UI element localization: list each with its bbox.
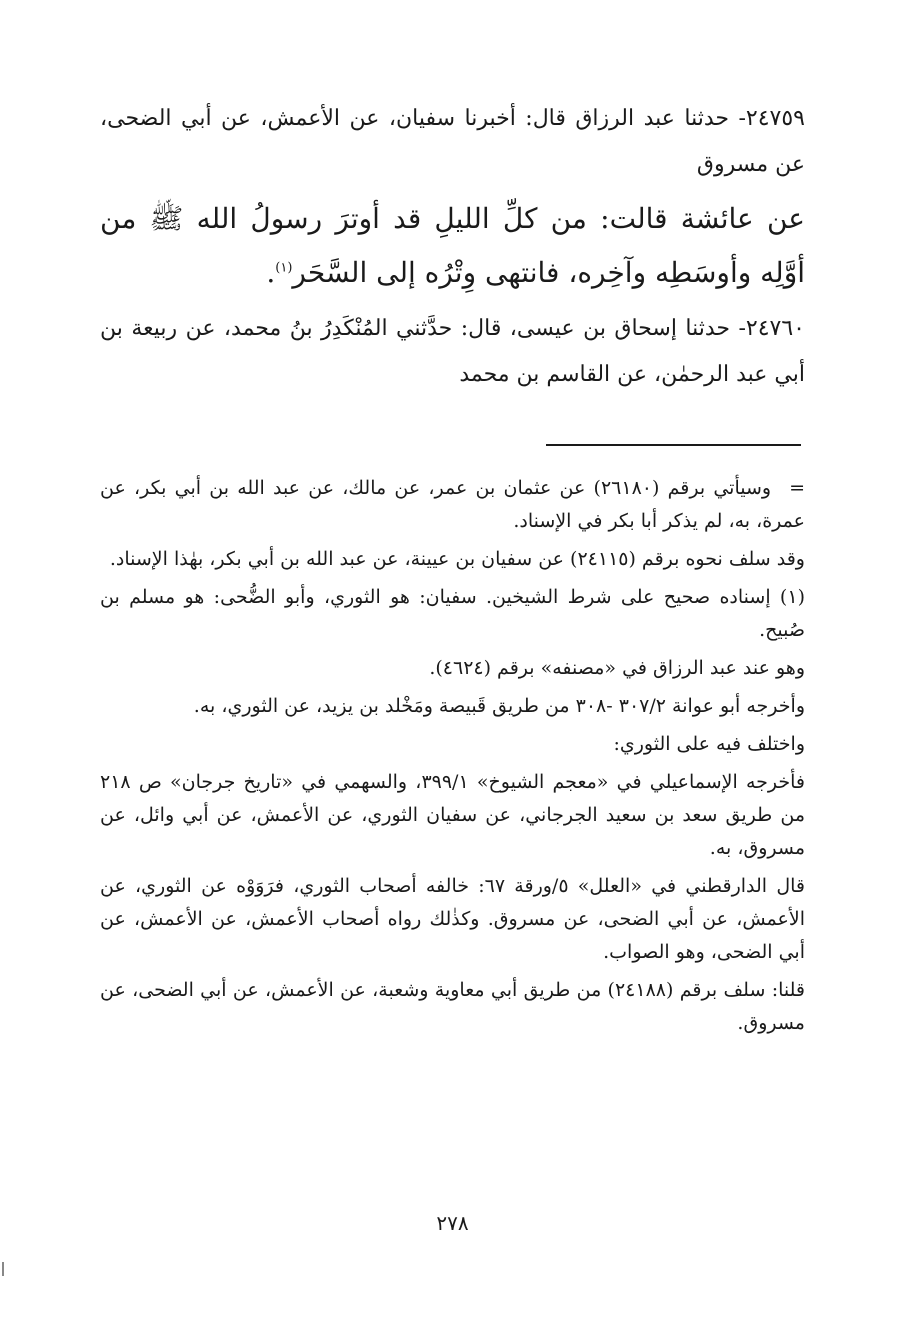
footnote-separator	[546, 444, 801, 446]
footnote-p9: قلنا: سلف برقم (٢٤١٨٨) من طريق أبي معاوية وشعبة، عن الأعمش، عن أبي الضحى، عن مسروق.	[100, 979, 805, 1034]
footnote-ref-1: (١)	[275, 260, 293, 276]
footnote-p5: وأخرجه أبو عوانة ٣٠٧/٢ -٣٠٨ من طريق قَبيصة ومَخْلد بن يزيد، عن الثوري، به.	[193, 695, 805, 717]
main-text	[100, 96, 805, 398]
footnote-p2: وقد سلف نحوه برقم (٢٤١١٥) عن سفيان بن عيينة، عن عبد الله بن أبي بكر، بهٰذا الإسناد.	[109, 548, 805, 570]
hadith-24759-matn-text: عن عائشة قالت: من كلِّ الليلِ قد أوترَ رسولُ الله ﷺ من أوَّلِه وأوسَطِه وآخِره، فانتهى وِتْرُه إلى السَّحَر	[100, 202, 805, 289]
scan-edge-mark	[2, 1262, 4, 1276]
hadith-24760-isnad: ٢٤٧٦٠- حدثنا إسحاق بن عيسى، قال: حدَّثني المُنْكَدِرُ بنُ محمد، عن ربيعة بن أبي عبد الرحمٰن، عن القاسم بن محمد	[100, 316, 805, 387]
footnote-p7: فأخرجه الإسماعيلي في «معجم الشيوخ» ٣٩٩/١، والسهمي في «تاريخ جرجان» ص ٢١٨ من طريق سعد بن سعيد الجرجاني، عن سفيان الثوري، عن الأعمش، عن أبي وائل، عن مسروق، به.	[100, 771, 805, 859]
footnotes	[100, 472, 805, 1045]
book-page	[100, 0, 805, 1331]
hadith-24759-isnad: ٢٤٧٥٩- حدثنا عبد الرزاق قال: أخبرنا سفيان، عن الأعمش، عن أبي الضحى، عن مسروق	[100, 106, 805, 177]
hadith-24759-matn	[100, 192, 805, 300]
footnote-p4: وهو عند عبد الرزاق في «مصنفه» برقم (٤٦٢٤).	[429, 657, 805, 679]
footnote-p1: وسيأتي برقم (٢٦١٨٠) عن عثمان بن عمر، عن مالك، عن عبد الله بن أبي بكر، عن عمرة، به، لم يذكر أبا بكر في الإسناد.	[100, 477, 805, 532]
footnote-1: (١) إسناده صحيح على شرط الشيخين. سفيان: هو الثوري، وأبو الضُّحى: هو مسلم بن صُبيح.	[100, 586, 805, 641]
footnote-p6: واختلف فيه على الثوري:	[613, 733, 805, 755]
continuation-mark: =	[789, 477, 806, 499]
page-number: ٢٧٨	[436, 1211, 469, 1235]
footnote-p8: قال الدارقطني في «العلل» ٥/ورقة ٦٧: خالفه أصحاب الثوري، فرَوَوْه عن الثوري، عن الأعمش، عن أبي الضحى، عن مسروق. وكذٰلك رواه أصحاب الأعمش، عن الأعمش، عن أبي الضحى، وهو الصواب.	[100, 875, 806, 963]
footnote-continuation	[100, 472, 805, 538]
hadith-24759-end: .	[266, 256, 276, 289]
